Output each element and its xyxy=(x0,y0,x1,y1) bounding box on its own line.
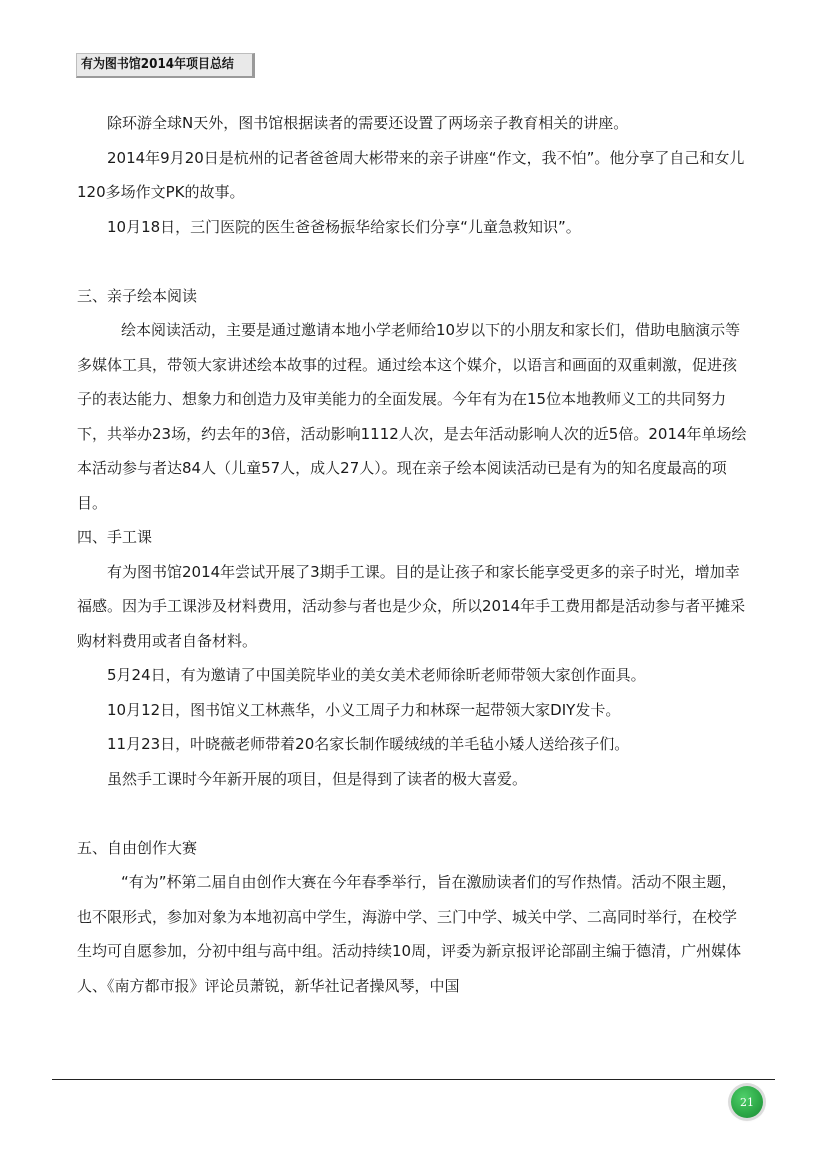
paragraph: 2014年9月20日是杭州的记者爸爸周大彬带来的亲子讲座“作文，我不怕”。他分享了自己和女儿120多场作文PK的故事。 xyxy=(77,148,745,201)
section-heading: 四、手工课 xyxy=(77,528,153,546)
section-heading: 三、亲子绘本阅读 xyxy=(77,286,198,305)
paragraph: 10月18日，三门医院的医生爸爸杨振华给家长们分享“儿童急救知识”。 xyxy=(107,217,581,236)
page-number: 21 xyxy=(740,1095,754,1109)
footer-divider xyxy=(52,1079,775,1080)
paragraph: 有为图书馆2014年尝试开展了3期手工课。目的是让孩子和家长能享受更多的亲子时光，增加幸福感。因为手工课涉及材料费用，活动参与者也是少众，所以2014年手工费用都是活动参与者平摊采购材料费用或者自备材料。 xyxy=(77,562,746,650)
paragraph: 除环游全球N天外，图书馆根据读者的需要还设置了两场亲子教育相关的讲座。 xyxy=(107,114,629,132)
section-heading: 五、自由创作大赛 xyxy=(77,838,198,857)
header-title-text: 有为图书馆2014年项目总结 xyxy=(81,57,234,72)
document-header-title xyxy=(76,53,255,78)
spacer xyxy=(77,244,749,279)
spacer xyxy=(77,796,749,831)
paragraph: “有为”杯第二届自由创作大赛在今年春季举行，旨在激励读者们的写作热情。活动不限主题，也不限形式，参加对象为本地初高中学生，海游中学、三门中学、城关中学、二高同时举行，在校学生均可自愿参加，分初中组与高中组。活动持续10周，评委为新京报评论部副主编于德清，广州媒体人、《南方都市报》评论员萧锐，新华社记者操风琴，中国 xyxy=(77,873,742,995)
document-body xyxy=(77,106,749,1003)
paragraph: 10月12日，图书馆义工林燕华，小义工周子力和林琛一起带领大家DIY发卡。 xyxy=(107,700,621,719)
page-number-badge xyxy=(731,1086,763,1118)
paragraph: 11月23日，叶晓薇老师带着20名家长制作暖绒绒的羊毛毡小矮人送给孩子们。 xyxy=(107,735,630,753)
paragraph: 绘本阅读活动，主要是通过邀请本地小学老师给10岁以下的小朋友和家长们，借助电脑演示等多媒体工具，带领大家讲述绘本故事的过程。通过绘本这个媒介，以语言和画面的双重刺激，促进孩子的表达能力、想象力和创造力及审美能力的全面发展。今年有为在15位本地教师义工的共同努力下，共举办23场，约去年的3倍，活动影响1112人次，是去年活动影响人次的近5倍。2014年单场绘本活动参与者达84人（儿童57人，成人27人）。现在亲子绘本阅读活动已是有为的知名度最高的项目。 xyxy=(77,321,747,512)
paragraph: 虽然手工课时今年新开展的项目，但是得到了读者的极大喜爱。 xyxy=(107,769,528,788)
paragraph: 5月24日，有为邀请了中国美院毕业的美女美术老师徐昕老师带领大家创作面具。 xyxy=(107,666,646,684)
